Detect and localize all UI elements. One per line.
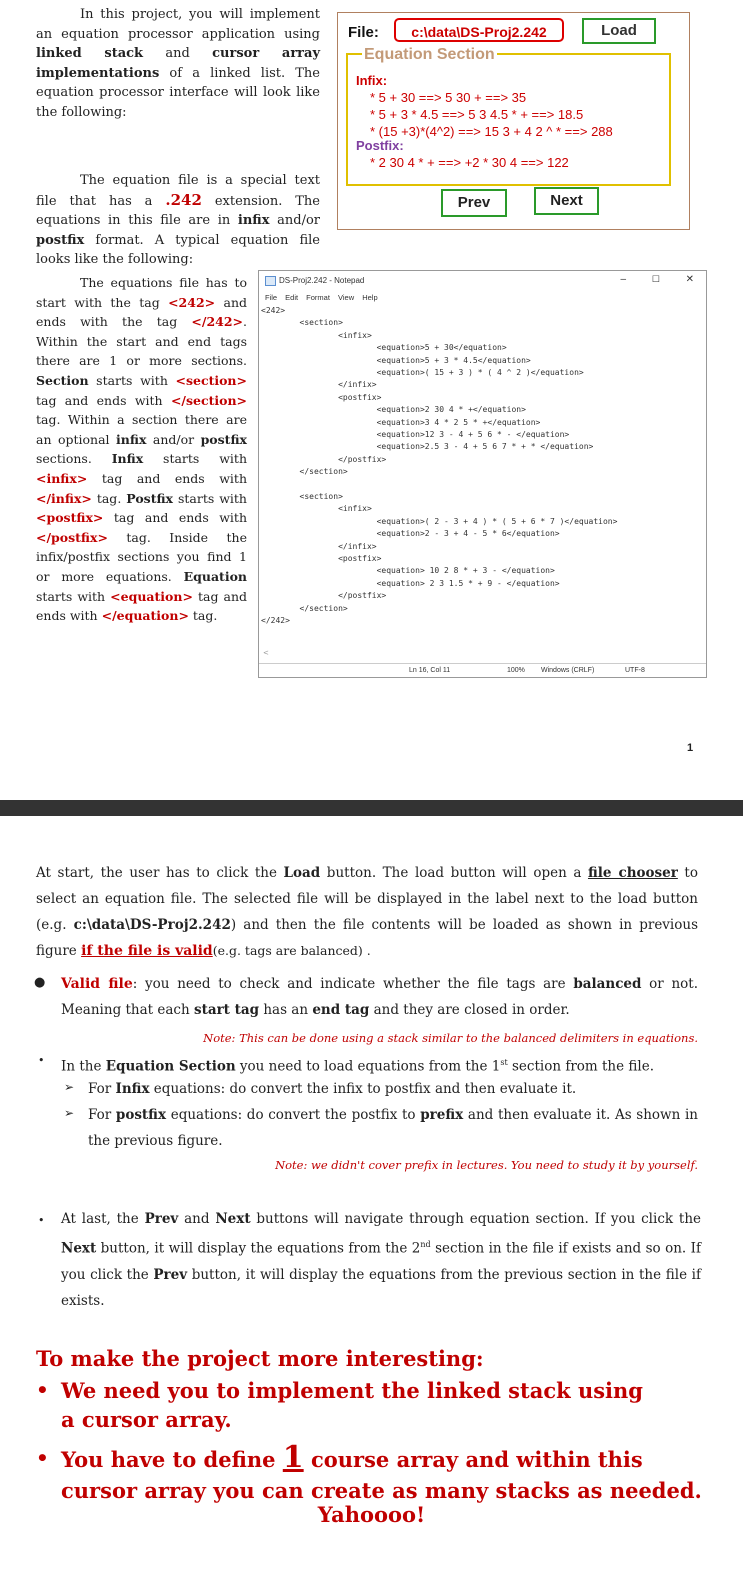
notepad-icon: [265, 276, 276, 286]
notepad-line: </postfix>: [261, 591, 387, 601]
intro-paragraph: In this project, you will implement an equation processor application using linked stack and cursor array implementations of a linked list. The equation processor interface will look like the following:: [36, 7, 320, 120]
notepad-line: <postfix>: [261, 392, 382, 402]
next-button[interactable]: Next: [534, 187, 599, 215]
bullet-icon: •: [36, 1378, 49, 1402]
notepad-line: <242>: [261, 306, 286, 315]
notepad-line: </242>: [261, 616, 290, 625]
notepad-line: </infix>: [261, 541, 377, 551]
notepad-line: </section>: [261, 467, 348, 477]
valid-file-item: Valid file: you need to check and indicate whether the file tags are balanced or not. Meaning that each start tag has an end tag and they are closed in order.: [61, 976, 699, 1018]
notepad-line: <equation>2.5 3 - 4 + 5 6 7 * + * </equation>: [261, 442, 594, 452]
postfix-instruction: For postfix equations: do convert the postfix to prefix and then evaluate it. As shown in the previous figure.: [88, 1107, 698, 1149]
notepad-line: <section>: [261, 492, 343, 501]
bonus-single-array: You have to define 1 course array and within this cursor array you can create as many stacks as needed.: [61, 1440, 702, 1503]
infix-equation: * 5 + 3 * 4.5 ==> 5 3 4.5 * + ==> 18.5: [370, 107, 584, 122]
notepad-line: <section>: [261, 318, 343, 328]
bonus-title: To make the project more interesting:: [36, 1346, 484, 1371]
infix-label: Infix:: [356, 73, 388, 88]
notepad-line: <equation>12 3 - 4 + 5 6 * - </equation>: [261, 430, 570, 439]
file-path-label: c:\data\DS-Proj2.242: [394, 18, 564, 42]
notepad-line: </section>: [261, 603, 348, 613]
postfix-label: Postfix:: [356, 138, 404, 153]
notepad-line: <equation>( 15 + 3 ) * ( 4 ^ 2 )</equation>: [261, 368, 584, 377]
notepad-line: <postfix>: [261, 554, 382, 563]
notepad-menu-bar[interactable]: File Edit Format View Help: [265, 293, 378, 302]
notepad-line: <equation>( 2 - 3 + 4 ) * ( 5 + 6 * 7 )</equation>: [261, 516, 618, 526]
line-ending: Windows (CRLF): [541, 667, 595, 674]
file-label: File:: [348, 24, 379, 41]
encoding: UTF-8: [625, 667, 645, 674]
notepad-line: <equation>3 4 * 2 5 * +</equation>: [261, 417, 541, 427]
maximize-icon[interactable]: ☐: [651, 274, 660, 284]
arrow-bullet-icon: ➢: [64, 1106, 75, 1120]
bonus-cursor-array: We need you to implement the linked stack using a cursor array.: [61, 1378, 643, 1432]
bullet-icon: •: [36, 1446, 49, 1470]
bullet-icon: •: [38, 1054, 45, 1067]
notepad-status-bar: [259, 663, 706, 679]
close-icon[interactable]: ✕: [685, 274, 694, 285]
arrow-bullet-icon: ➢: [64, 1080, 75, 1094]
notepad-line: <equation> 10 2 8 * + 3 - </equation>: [261, 566, 555, 576]
start-paragraph: At start, the user has to click the Load button. The load button will open a file chooser to select an equation file. The selected file will be displayed in the label next to the load button (e.g. c:\data\DS-Proj2.242) and then the file contents will be loaded as shown in previous figure if the file is valid(e.g. tags are balanced) .: [36, 865, 699, 959]
equation-section-item: In the Equation Section you need to load equations from the 1st section from the file.: [61, 1058, 655, 1075]
bullet-icon: •: [38, 1214, 45, 1227]
load-button[interactable]: Load: [582, 18, 656, 44]
notepad-line: </postfix>: [261, 454, 387, 464]
notepad-line: <infix>: [261, 504, 372, 514]
bullet-icon: ●: [34, 975, 46, 990]
file-paragraph: The equation file is a special text file that has a .242 extension. The equations in this file are in infix and/or postfix format. A typical equation file looks like the following:: [36, 173, 321, 268]
postfix-equation: * 2 30 4 * + ==> +2 * 30 4 ==> 122: [370, 155, 569, 170]
notepad-text-area[interactable]: [261, 306, 697, 646]
infix-instruction: For Infix equations: do convert the infix to postfix and then evaluate it.: [88, 1081, 577, 1097]
notepad-line: <equation>2 30 4 * +</equation>: [261, 405, 526, 415]
infix-equation: * 5 + 30 ==> 5 30 + ==> 35: [370, 90, 527, 105]
page-number: 1: [687, 742, 694, 754]
notepad-line: <infix>: [261, 330, 372, 340]
zoom-level: 100%: [507, 667, 525, 674]
minimize-icon[interactable]: –: [620, 274, 626, 285]
tag-rules-paragraph: The equations file has to start with the tag <242> and ends with the tag </242>. Within the start and end tags there are 1 or more sections. Section starts with <section> tag and ends with </section> tag. Within a section there are an optional infix and/or postfix sections. Infix starts with <infix> tag and ends with </infix> tag. Postfix starts with <postfix> tag and ends with </postfix> tag. Inside the infix/postfix sections you find 1 or more equations. Equation starts with <equation> tag and ends with </equation> tag.: [36, 275, 247, 624]
scroll-left-icon[interactable]: <: [263, 649, 269, 657]
yahoo-text: Yahoooo!: [317, 1502, 426, 1527]
notepad-line: </infix>: [261, 380, 377, 390]
infix-equation: * (15 +3)*(4^2) ==> 15 3 + 4 2 ^ * ==> 288: [370, 124, 613, 139]
balanced-note: Note: This can be done using a stack similar to the balanced delimiters in equations.: [203, 1031, 698, 1045]
cursor-position: Ln 16, Col 11: [409, 667, 451, 674]
notepad-line: <equation>5 + 3 * 4.5</equation>: [261, 355, 531, 365]
notepad-titlebar: [259, 271, 706, 289]
notepad-title: DS-Proj2.242 - Notepad: [279, 276, 365, 285]
notepad-window: [258, 270, 707, 678]
notepad-line: <equation>5 + 30</equation>: [261, 343, 507, 353]
prev-button[interactable]: Prev: [441, 189, 507, 217]
notepad-line: <equation>2 - 3 + 4 - 5 * 6</equation>: [261, 529, 560, 539]
prefix-note: Note: we didn't cover prefix in lectures. You need to study it by yourself.: [275, 1158, 698, 1172]
navigation-item: At last, the Prev and Next buttons will navigate through equation section. If you click the Next button, it will display the equations from the 2nd section in the file if exists and so on. If you click the Prev button, it will display the equations from the previous section in the file if exists.: [61, 1211, 702, 1309]
equation-section-title: Equation Section: [364, 46, 495, 63]
notepad-line: <equation> 2 3 1.5 * + 9 - </equation>: [261, 578, 560, 588]
page-separator: [0, 800, 743, 816]
